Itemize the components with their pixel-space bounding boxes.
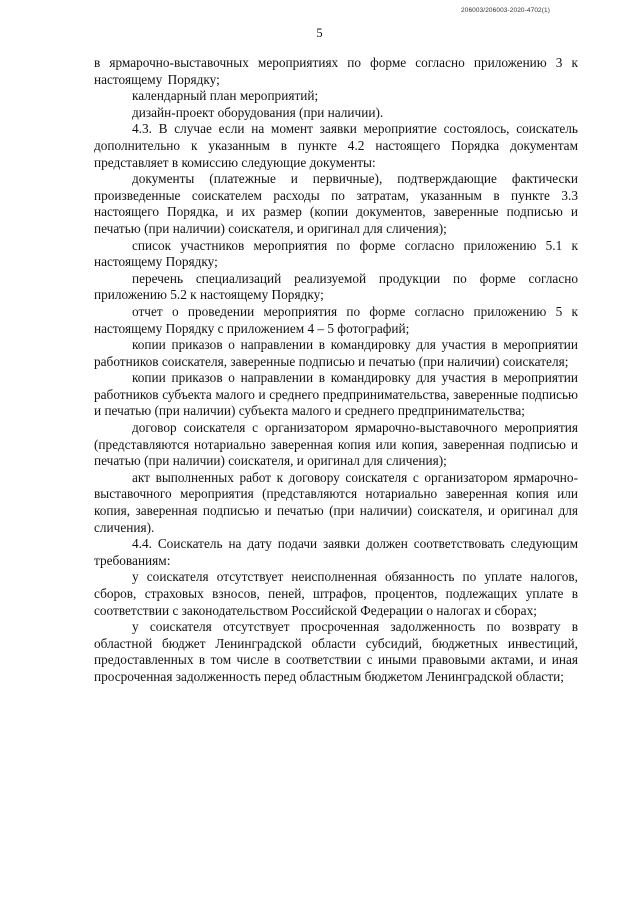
paragraph-completion-act: акт выполненных работ к договору соискателя с организатором ярмарочно-выставочного мероприятия (представляются нотариально заверенная копия или копия, заверенная подписью и печатью (при наличии) соискателя, и оригинал для сличения). [94, 469, 578, 535]
paragraph-event-report: отчет о проведении мероприятия по форме согласно приложению 5 к настоящему Порядку с приложением 4 – 5 фотографий; [94, 303, 578, 336]
paragraph-payment-documents: документы (платежные и первичные), подтверждающие фактически произведенные соискателем расходы по затратам, указанным в пункте 3.3 настоящего Порядка, и их размер (копии документов, заверенные подписью и печатью (при наличии) соискателя, и оригинал для сличения); [94, 171, 578, 236]
paragraph-4-4: 4.4. Соискатель на дату подачи заявки должен соответствовать следующим требованиям: [94, 536, 578, 568]
paragraph-orders-sme: копии приказов о направлении в командировку для участия в мероприятии работников субъекта малого и среднего предпринимательства, заверенные подписью и печатью (при наличии) субъекта малого и среднего предпринимательства; [94, 370, 578, 419]
paragraph-participants-list: список участников мероприятия по форме согласно приложению 5.1 к настоящему Порядку; [94, 237, 578, 270]
paragraph-design-project: дизайн-проект оборудования (при наличии). [132, 104, 384, 120]
paragraph-calendar-plan: календарный план мероприятий; [132, 88, 319, 104]
paragraph-continuation: в ярмарочно-выставочных мероприятиях по форме согласно приложению 3 к настоящему Порядку; [94, 55, 578, 87]
paragraph-tax-requirement: у соискателя отсутствует неисполненная обязанность по уплате налогов, сборов, страховых взносов, пеней, штрафов, процентов, подлежащих уплате в соответствии с законодательством Российской Федерации о налогах и сборах; [94, 569, 578, 618]
paragraph-contract: договор соискателя с организатором ярмарочно-выставочного мероприятия (представляются нотариально заверенная копия или копия, заверенная подписью и печатью (при наличии) соискателя, и оригинал для сличения); [94, 420, 578, 469]
paragraph-orders-applicant: копии приказов о направлении в командировку для участия в мероприятии работников соискателя, заверенные подписью и печатью (при наличии) соискателя; [94, 337, 578, 369]
document-id: 206003/206003-2020-4702(1) [461, 7, 550, 14]
paragraph-specializations: перечень специализаций реализуемой продукции по форме согласно приложению 5.2 к настоящему Порядку; [94, 270, 578, 303]
paragraph-debt-requirement: у соискателя отсутствует просроченная задолженность по возврату в областной бюджет Ленинградской области субсидий, бюджетных инвестиций, предоставленных в том числе в соответствии с иными правовыми актами, и иная просроченная задолженность перед областным бюджетом Ленинградской области; [94, 619, 578, 684]
page-number: 5 [316, 26, 323, 40]
paragraph-4-3: 4.3. В случае если на момент заявки мероприятие состоялось, соискатель дополнительно к указанным в пункте 4.2 настоящего Порядка документам представляет в комиссию следующие документы: [94, 121, 578, 170]
document-body [94, 55, 578, 686]
